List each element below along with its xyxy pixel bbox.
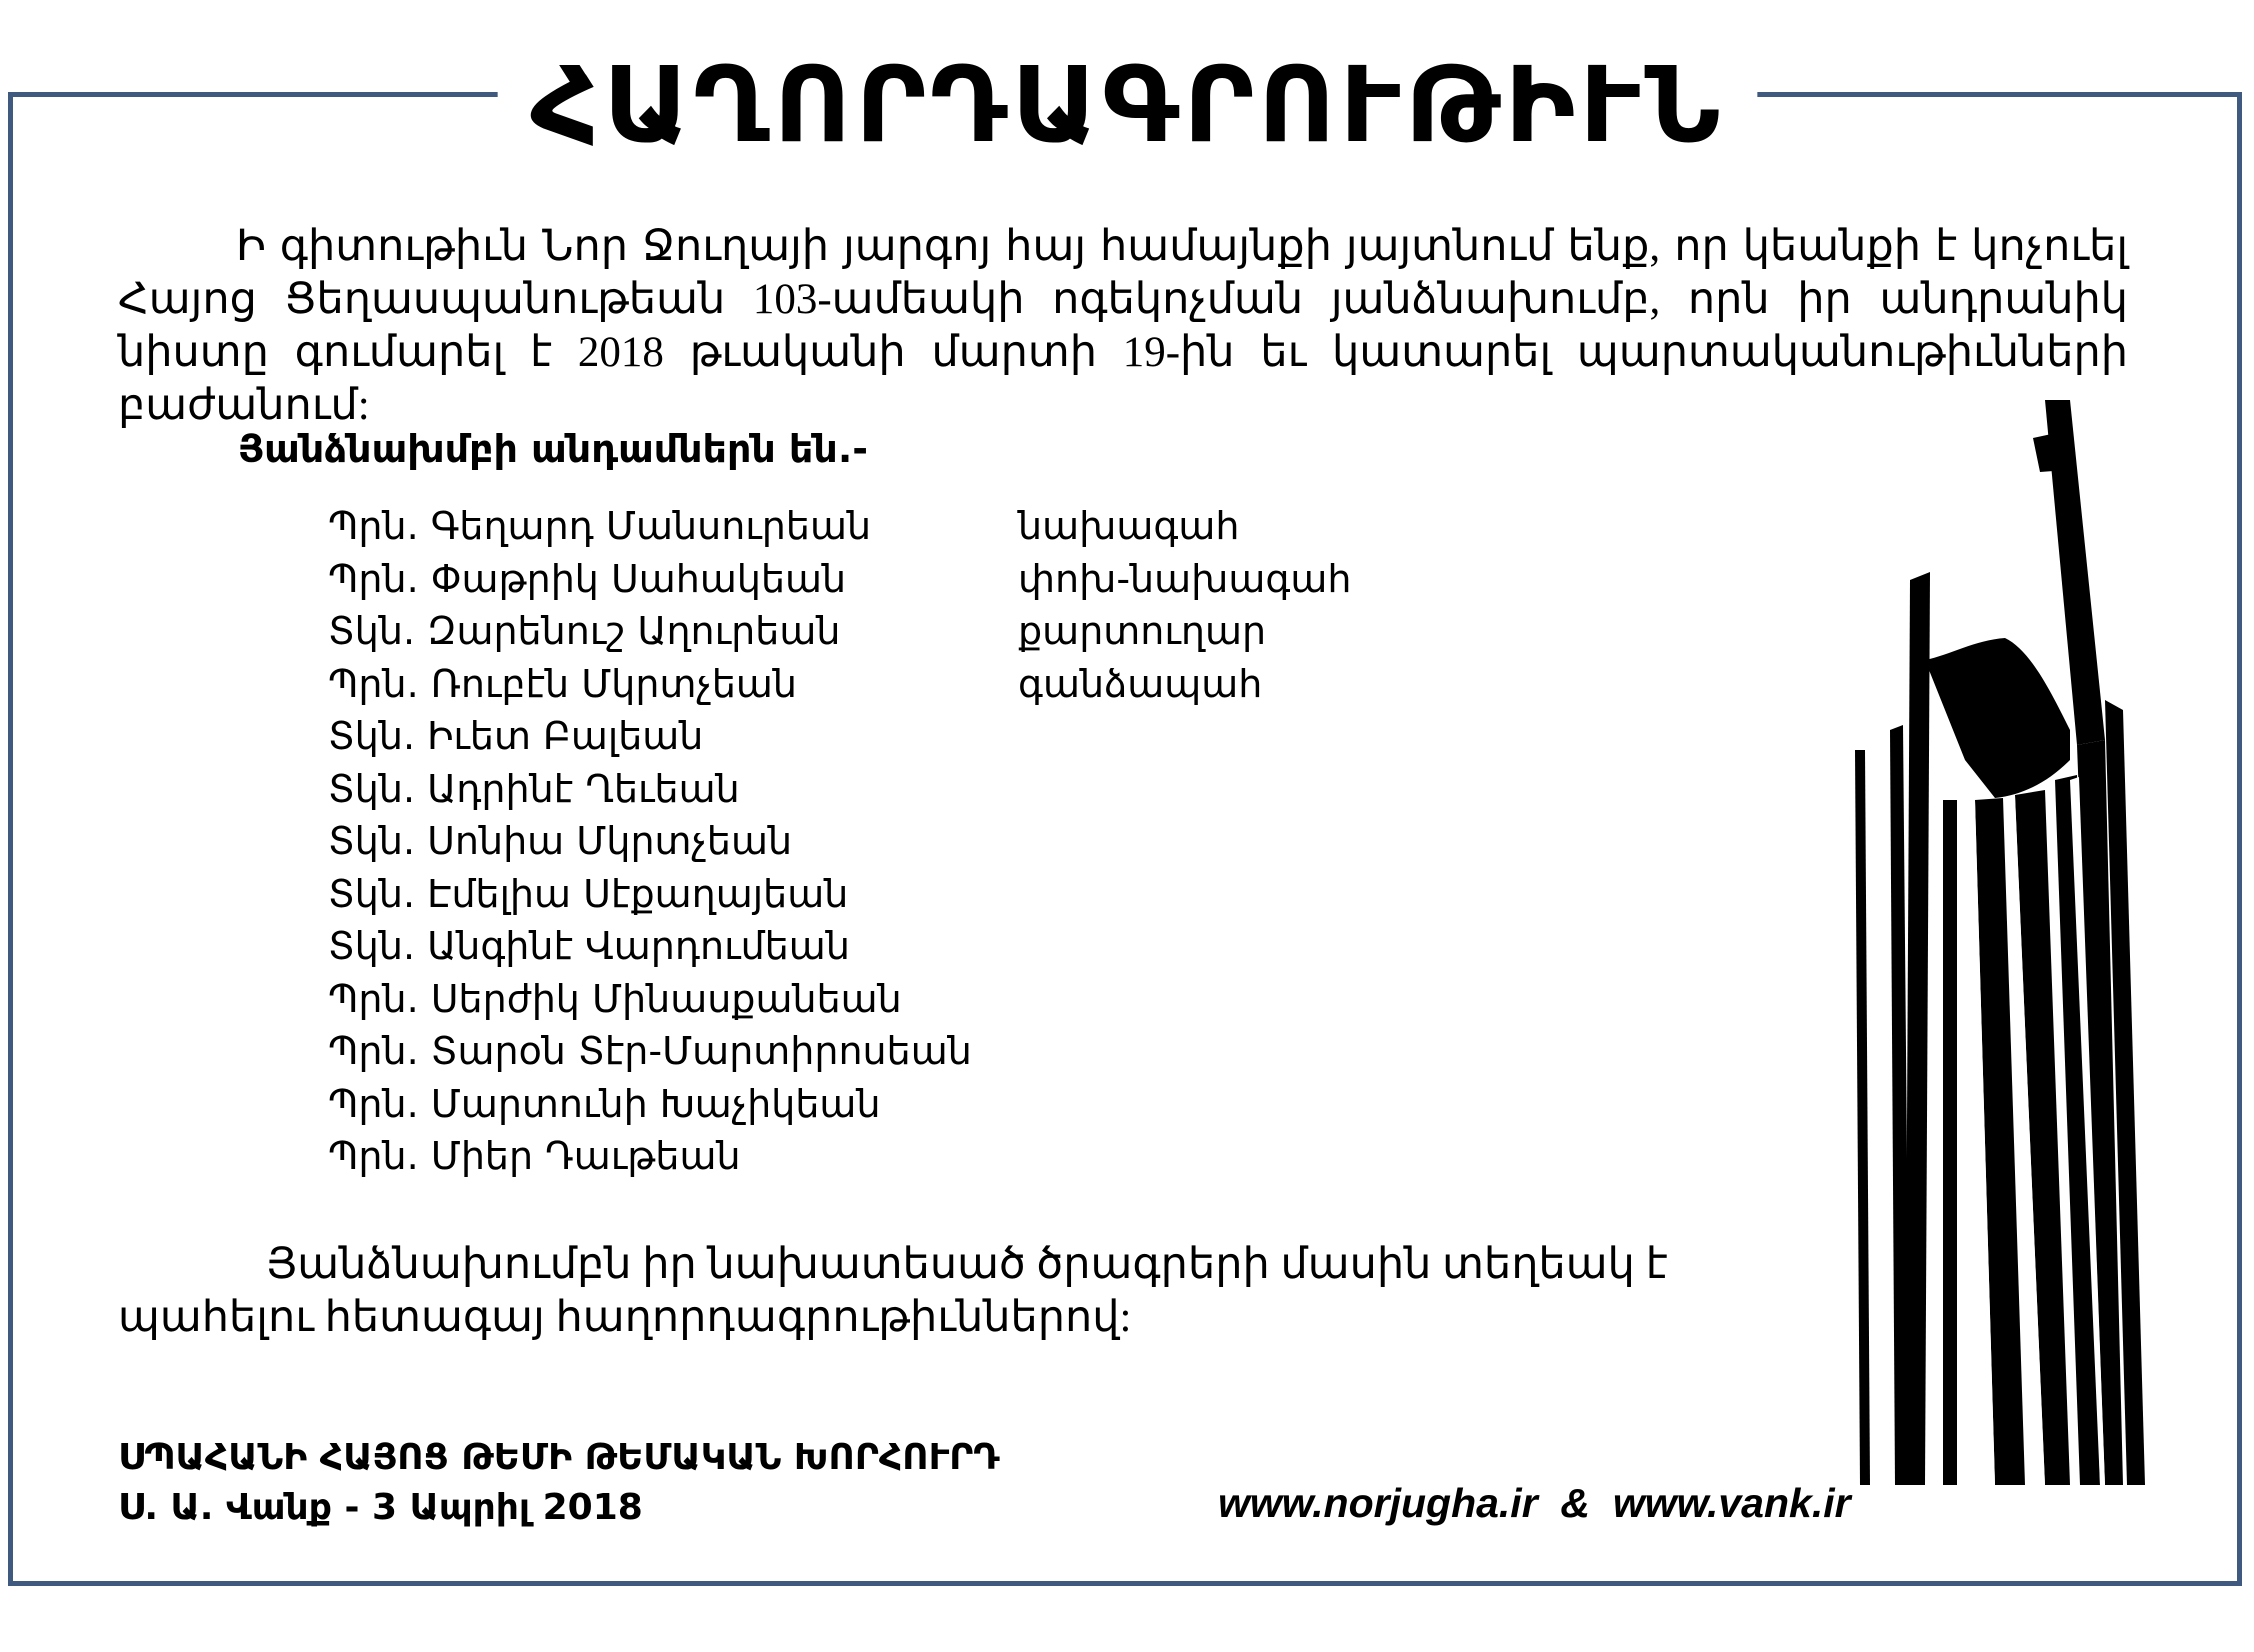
closing-paragraph [118,1238,1758,1344]
member-name: Տկն. Ադրինէ Ղեւեան [328,766,740,811]
member-name: Տկն. Իւետ Բալեան [328,714,704,758]
intro-text: Ի գիտութիւն Նոր Ջուղայի յարգոյ հայ համայնքի յայտնում ենք, որ կեանքի է կոչուել Հայոց Ցեղասպանութեան 103-ամեակի ոգեկոչման յանձնախումբ, որն իր անդրանիկ նիստը գումարել է 2018 թւականի մարտի 19-ին եւ կատարել պարտականութիւնների բաժանում: [118,223,2128,429]
member-name: Պրն. Մարտունի Խաչիկեան [328,1081,881,1126]
footer-org-name: ՍՊԱՀԱՆԻ ՀԱՅՈՑ ԹԵՄԻ ԹԵՄԱԿԱՆ ԽՈՐՀՈՒՐԴ [118,1437,1000,1478]
member-row [328,763,1351,816]
member-name: Պրն. Տարօն Տէր-Մարտիրոսեան [328,1029,972,1073]
member-row [328,553,1351,606]
member-name: Տկն. Սոնիա Մկրտչեան [328,819,793,863]
member-role: փոխ-նախագահ [1018,556,1352,601]
member-name: Պրն. Ռուբէն Մկրտչեան [328,661,798,706]
member-row [328,973,1351,1026]
member-role: նախագահ [1018,504,1240,548]
members-heading: Յանձնախմբի անդամներն են.- [238,427,869,471]
member-name: Տկն. Անգինէ Վարդումեան [328,924,850,968]
members-list [328,500,1351,1183]
member-row [328,1130,1351,1183]
member-row [328,658,1351,711]
footer-websites: www.norjugha.ir & www.vank.ir [1218,1480,1851,1526]
memorial-monument-icon [1855,400,2195,1490]
member-row [328,1078,1351,1131]
member-name: Պրն. Միեր Դաւթեան [328,1134,741,1178]
member-row [328,920,1351,973]
member-name: Պրն. Գեղարդ Մանսուրեան [328,504,872,548]
member-row [328,815,1351,868]
member-row [328,1025,1351,1078]
document-title: ՀԱՂՈՐԴԱԳՐՈՒԹԻՒՆ [497,40,1757,170]
member-row [328,500,1351,553]
member-name: Տկն. Էմելիա Սէքաղայեան [328,871,849,916]
intro-paragraph [118,220,2128,432]
member-name: Պրն. Սերժիկ Մինասքանեան [328,976,902,1021]
member-role: գանձապահ [1018,661,1263,706]
member-name: Պրն. Փաթրիկ Սահակեան [328,556,847,601]
member-row [328,868,1351,921]
footer-place-date: Ս. Ա. Վանք - 3 Ապրիլ 2018 [118,1487,643,1528]
member-role: քարտուղար [1018,609,1267,653]
footer-signature [118,1433,1000,1533]
member-row [328,605,1351,658]
member-row [328,710,1351,763]
closing-text: Յանձնախումբն իր նախատեսած ծրագրերի մասին տեղեակ է պահելու հետագայ հաղորդագրութիւններով: [118,1241,1668,1341]
member-name: Տկն. Զարենուշ Աղուրեան [328,609,841,653]
